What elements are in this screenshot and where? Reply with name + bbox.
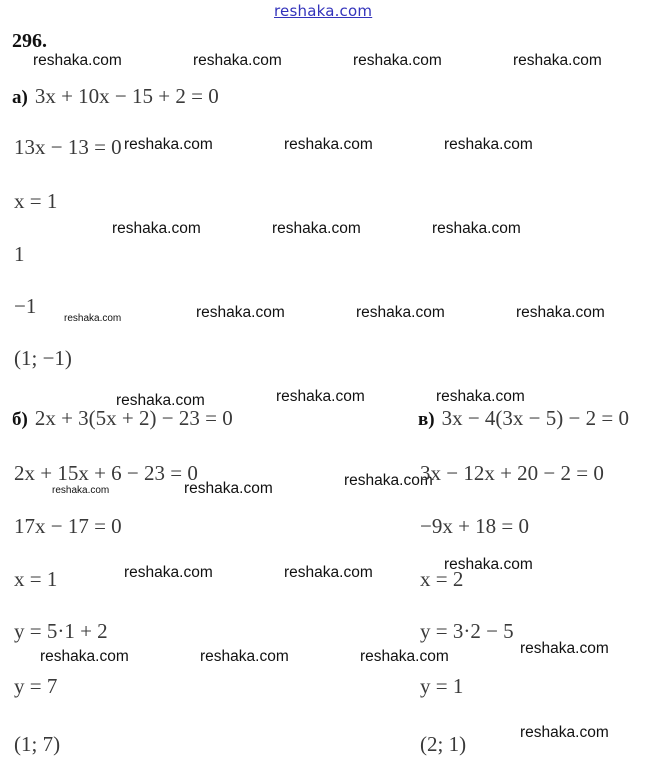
watermark: reshaka.com [196, 304, 285, 321]
watermark: reshaka.com [353, 52, 442, 69]
watermark: reshaka.com [33, 52, 122, 69]
part-b-line-3: 17x − 17 = 0 [14, 514, 122, 538]
watermark: reshaka.com [116, 392, 205, 409]
part-c-line-4: x = 2 [420, 567, 464, 591]
part-c-line-6: y = 1 [420, 674, 464, 698]
watermark: reshaka.com [40, 648, 129, 665]
watermark: reshaka.com [520, 724, 609, 741]
problem-number: 296. [12, 30, 47, 52]
watermark: reshaka.com [520, 640, 609, 657]
part-a-line-1: 3x + 10x − 15 + 2 = 0 [34, 84, 219, 108]
watermark: reshaka.com [344, 472, 433, 489]
watermark: reshaka.com [276, 388, 365, 405]
part-c-line-2: 3x − 12x + 20 − 2 = 0 [420, 461, 604, 485]
watermark: reshaka.com [124, 136, 213, 153]
watermark: reshaka.com [124, 564, 213, 581]
part-b-line-1: 2x + 3(5x + 2) − 23 = 0 [34, 406, 233, 430]
part-c-equation-1 [418, 406, 629, 431]
watermark: reshaka.com [184, 480, 273, 497]
watermark: reshaka.com [436, 388, 525, 405]
site-watermark-link[interactable]: reshaka.com [274, 2, 373, 20]
watermark: reshaka.com [284, 136, 373, 153]
watermark: reshaka.com [284, 564, 373, 581]
watermark: reshaka.com [112, 220, 201, 237]
watermark: reshaka.com [444, 556, 533, 573]
part-c-answer: (2; 1) [420, 732, 467, 756]
watermark: reshaka.com [444, 136, 533, 153]
watermark-small: reshaka.com [64, 313, 122, 324]
watermark-small: reshaka.com [52, 485, 110, 496]
watermark: reshaka.com [200, 648, 289, 665]
watermark: reshaka.com [360, 648, 449, 665]
part-c-line-1: 3x − 4(3x − 5) − 2 = 0 [441, 406, 629, 430]
watermark: reshaka.com [513, 52, 602, 69]
part-b-line-6: y = 7 [14, 674, 58, 698]
part-a-label: а) [12, 87, 28, 108]
part-c-label: в) [418, 409, 435, 430]
part-a-line-5: −1 [14, 294, 37, 318]
part-c-line-3: −9x + 18 = 0 [420, 514, 530, 538]
part-a-line-4: 1 [14, 242, 25, 266]
part-a-equation-1 [12, 84, 219, 109]
part-b-equation-1 [12, 406, 233, 431]
part-b-line-5: y = 5·1 + 2 [14, 619, 108, 643]
part-c-line-5: y = 3·2 − 5 [420, 619, 514, 643]
watermark: reshaka.com [356, 304, 445, 321]
watermark: reshaka.com [516, 304, 605, 321]
watermark: reshaka.com [432, 220, 521, 237]
part-a-line-3: x = 1 [14, 189, 58, 213]
watermark: reshaka.com [272, 220, 361, 237]
part-b-line-4: x = 1 [14, 567, 58, 591]
part-b-answer: (1; 7) [14, 732, 61, 756]
part-a-answer: (1; −1) [14, 346, 72, 370]
part-a-line-2: 13x − 13 = 0 [14, 135, 122, 159]
watermark: reshaka.com [193, 52, 282, 69]
part-b-line-2: 2x + 15x + 6 − 23 = 0 [14, 461, 198, 485]
part-b-label: б) [12, 409, 28, 430]
